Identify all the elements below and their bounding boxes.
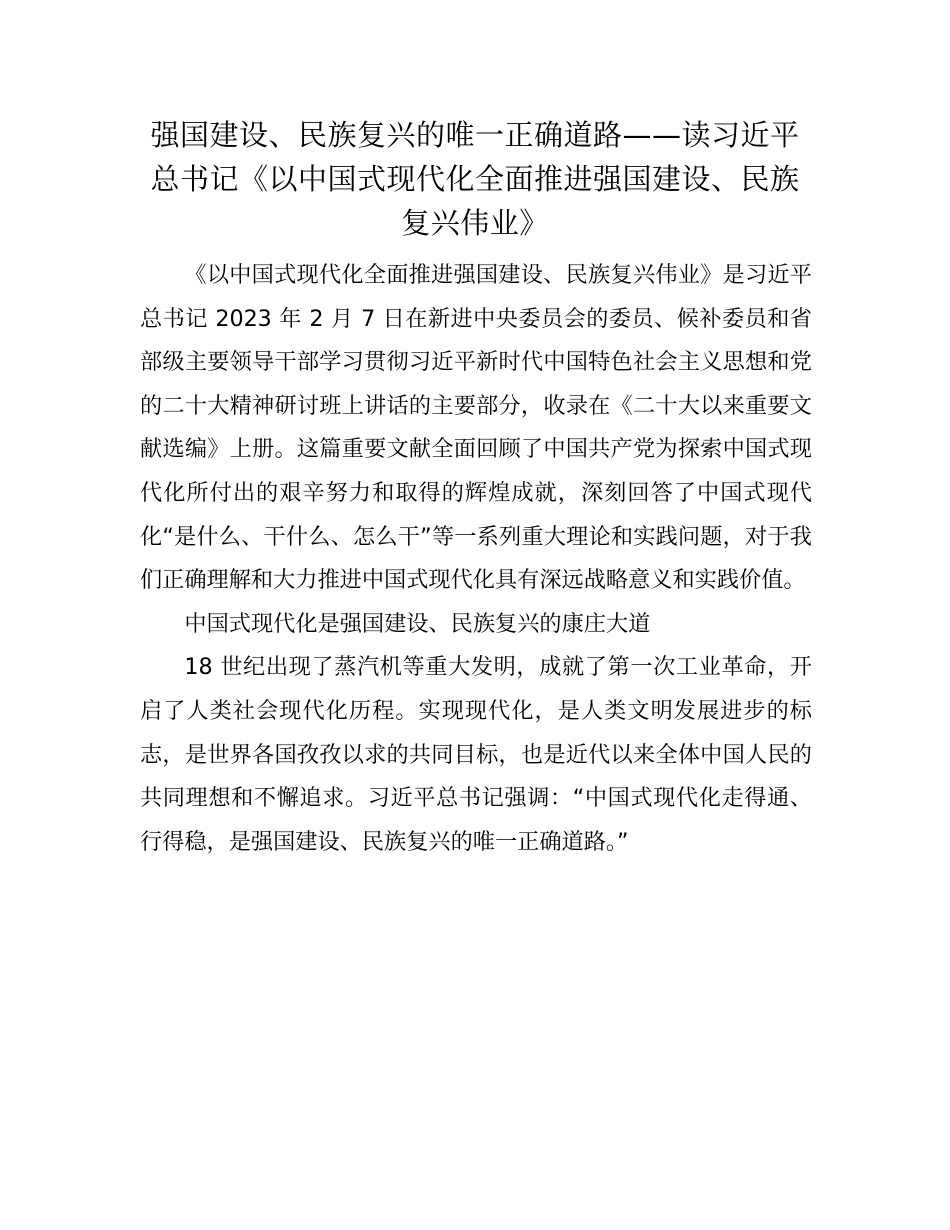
body-paragraph: 18 世纪出现了蒸汽机等重大发明，成就了第一次工业革命，开启了人类社会现代化历程。实现现代化，是人类文明发展进步的标志，是世界各国孜孜以求的共同目标，也是近代以来全体中国人民的共同理想和不懈追求。习近平总书记强调：“中国式现代化走得通、行得稳，是强国建设、民族复兴的唯一正确道路。”	[140, 654, 812, 855]
section-heading: 中国式现代化是强国建设、民族复兴的康庄大道	[184, 610, 651, 637]
document-body	[140, 254, 812, 864]
document-title: 强国建设、民族复兴的唯一正确道路——读习近平总书记《以中国式现代化全面推进强国建设、民族复兴伟业》	[150, 118, 800, 240]
intro-paragraph: 《以中国式现代化全面推进强国建设、民族复兴伟业》是习近平总书记 2023 年 2 月 7 日在新进中央委员会的委员、候补委员和省部级主要领导干部学习贯彻习近平新时代中国特色社会主义思想和党的二十大精神研讨班上讲话的主要部分，收录在《二十大以来重要文献选编》上册。这篇重要文献全面回顾了中国共产党为探索中国式现代化所付出的艰辛努力和取得的辉煌成就，深刻回答了中国式现代化“是什么、干什么、怎么干”等一系列重大理论和实践问题，对于我们正确理解和大力推进中国式现代化具有深远战略意义和实践价值。	[140, 262, 812, 594]
